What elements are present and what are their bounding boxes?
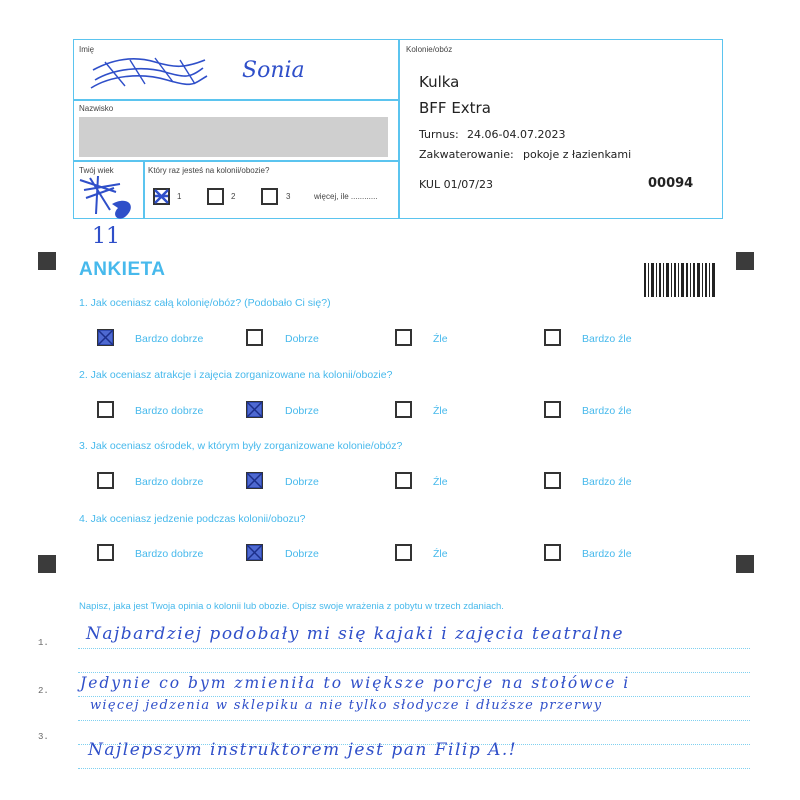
q1-checkbox-zle[interactable] [395,329,412,346]
q3-checkbox-bardzo-zle[interactable] [544,472,561,489]
alignment-marker [736,555,754,573]
handwritten-line-4: Najlepszym instruktorem jest pan Filip A.! [88,740,518,760]
writing-line [78,672,750,673]
writing-line [78,648,750,649]
line-number: 1. [38,638,49,648]
q2-checkbox-bardzo-dobrze[interactable] [97,401,114,418]
header-divider [398,40,400,218]
q1-option-label: Dobrze [285,333,319,345]
q1-option-label: Bardzo dobrze [135,333,204,345]
q4-option-label: Bardzo źle [582,548,632,560]
alignment-marker [38,555,56,573]
alignment-marker [38,252,56,270]
opinion-prompt: Napisz, jaka jest Twoja opinia o kolonii lub obozie. Opisz swoje wrażenia z pobytu w trzech zdaniach. [79,601,504,612]
surname-label: Nazwisko [79,104,114,113]
q1-checkbox-bardzo-dobrze[interactable] [97,329,114,346]
q3-option-label: Bardzo dobrze [135,476,204,488]
name-label: Imię [79,45,95,54]
q4-option-label: Źle [433,548,448,560]
q4-checkbox-bardzo-dobrze[interactable] [97,544,114,561]
barcode [644,263,716,297]
times-option-1: 1 [177,192,182,201]
age-value: 11 [92,224,120,249]
times-more-label: więcej, ile ............ [314,192,378,201]
form-number: 00094 [648,176,694,191]
q4-checkbox-dobrze[interactable] [246,544,263,561]
question-2: 2. Jak oceniasz atrakcje i zajęcia zorganizowane na kolonii/obozie? [79,369,393,381]
q4-checkbox-bardzo-zle[interactable] [544,544,561,561]
question-4: 4. Jak oceniasz jedzenie podczas kolonii/obozu? [79,513,306,525]
writing-line [78,696,750,697]
q2-option-label: Dobrze [285,405,319,417]
q2-option-label: Bardzo dobrze [135,405,204,417]
writing-line [78,768,750,769]
q1-option-label: Bardzo źle [582,333,632,345]
line-number: 2. [38,686,49,696]
q1-checkbox-dobrze[interactable] [246,329,263,346]
times-option-3: 3 [286,192,291,201]
divider-name [74,99,398,101]
q2-checkbox-bardzo-zle[interactable] [544,401,561,418]
handwritten-line-2: Jedynie co bym zmieniła to większe porcje na stołówce i [80,674,631,692]
times-checkbox-2[interactable] [207,188,224,205]
turnus-value: 24.06-04.07.2023 [467,128,566,141]
camp-code: KUL 01/07/23 [419,178,493,191]
q4-checkbox-zle[interactable] [395,544,412,561]
q3-checkbox-zle[interactable] [395,472,412,489]
writing-line [78,720,750,721]
q2-option-label: Bardzo źle [582,405,632,417]
question-3: 3. Jak oceniasz ośrodek, w którym były zorganizowane kolonie/obóz? [79,440,403,452]
camp-name: Kulka [419,73,460,91]
alignment-marker [736,252,754,270]
accommodation-value: pokoje z łazienkami [523,148,632,161]
q1-checkbox-bardzo-zle[interactable] [544,329,561,346]
camp-label: Kolonie/obóz [406,45,453,54]
question-1: 1. Jak oceniasz całą kolonię/obóz? (Podobało Ci się?) [79,297,331,309]
line-number: 3. [38,732,49,742]
times-label: Który raz jesteś na kolonii/obozie? [148,166,270,175]
q3-option-label: Dobrze [285,476,319,488]
accommodation-label: Zakwaterowanie: [419,148,514,161]
survey-title: ANKIETA [79,259,166,280]
divider-surname [74,160,398,162]
q1-option-label: Źle [433,333,448,345]
q3-checkbox-dobrze[interactable] [246,472,263,489]
turnus-label: Turnus: [419,128,459,141]
q2-option-label: Źle [433,405,448,417]
camp-program: BFF Extra [419,99,491,117]
redacted-surname [79,117,388,157]
handwritten-line-3: więcej jedzenia w sklepiku a nie tylko słodycze i dłuższe przerwy [90,698,603,713]
age-scribble [76,170,138,226]
q3-checkbox-bardzo-dobrze[interactable] [97,472,114,489]
times-checkbox-3[interactable] [261,188,278,205]
q4-option-label: Bardzo dobrze [135,548,204,560]
q2-checkbox-zle[interactable] [395,401,412,418]
handwritten-line-1: Najbardziej podobały mi się kajaki i zajęcia teatralne [86,624,625,644]
age-label: Twój wiek [79,166,114,175]
times-checkbox-1[interactable] [153,188,170,205]
name-value: Sonia [242,58,305,83]
q3-option-label: Źle [433,476,448,488]
crossed-out-scribble [85,50,215,96]
q4-option-label: Dobrze [285,548,319,560]
q3-option-label: Bardzo źle [582,476,632,488]
q2-checkbox-dobrze[interactable] [246,401,263,418]
times-option-2: 2 [231,192,236,201]
divider-age [143,160,145,218]
